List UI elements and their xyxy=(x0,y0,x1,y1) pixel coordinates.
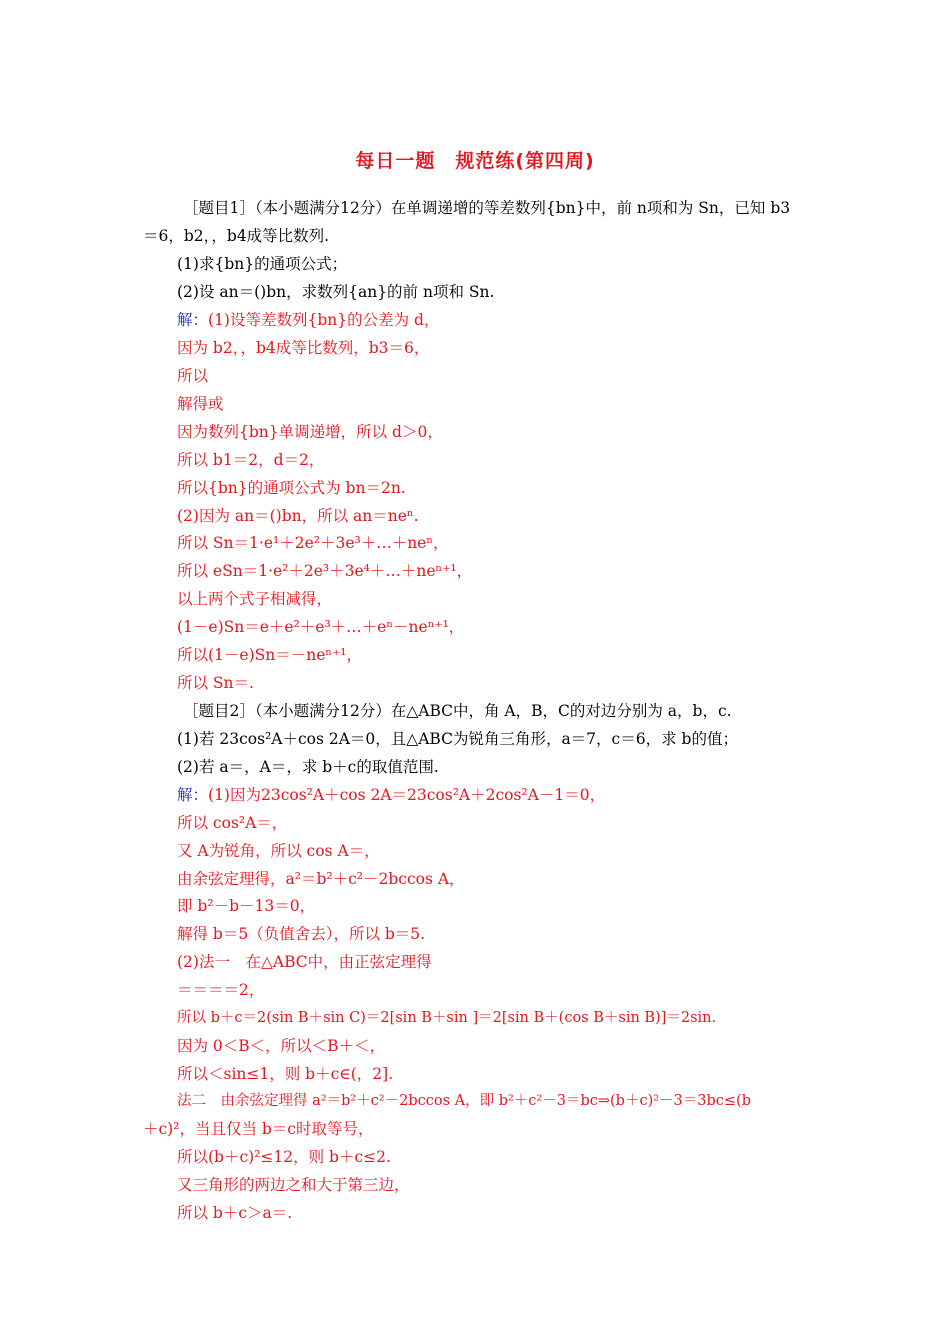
problem2-part1: (1)若 23cos²A＋cos 2A＝0，且△ABC为锐角三角形，a＝7，c＝6，求 b的值； xyxy=(177,730,738,748)
solution-text: 即 b²－b－13＝0， xyxy=(177,897,316,915)
solution-text: 所以 xyxy=(177,367,209,385)
solution-text: 又 A为锐角，所以 cos A＝， xyxy=(177,842,380,860)
solution-text: 因为 b2，，b4成等比数列，b3＝6， xyxy=(177,339,430,357)
solution-label: 解： xyxy=(177,311,209,329)
solution-text: 所以 b＋c＝2(sin B＋sin C)＝2[sin B＋sin ]＝2[sin B＋(cos B＋sin B)]＝2sin. xyxy=(177,1010,717,1026)
problem1-statement-line2: ＝6，b2，，b4成等比数列. xyxy=(143,227,330,245)
solution-text: 所以(1－e)Sn＝－neⁿ⁺¹， xyxy=(177,646,362,664)
problem1-part1: (1)求{bn}的通项公式； xyxy=(177,255,348,273)
solution-text: 法二 由余弦定理得 a²＝b²＋c²－2bccos A，即 b²＋c²－3＝bc⇒(b＋c)²－3＝3bc≤(b xyxy=(177,1093,751,1109)
solution-text: ＝＝＝＝2， xyxy=(177,981,265,999)
solution-label: 解： xyxy=(177,786,209,804)
solution-text: 所以 cos²A＝， xyxy=(177,814,288,832)
solution-text: (1)因为23cos²A＋cos 2A＝23cos²A＋2cos²A－1＝0， xyxy=(208,786,606,804)
solution-text: 因为数列{bn}单调递增，所以 d＞0， xyxy=(177,423,443,441)
solution-text: 所以 Sn＝1·e¹＋2e²＋3e³＋…＋neⁿ， xyxy=(177,534,449,552)
solution-text: 所以 Sn＝. xyxy=(177,674,254,692)
problem2-part2: (2)若 a＝，A＝，求 b＋c的取值范围. xyxy=(177,758,439,776)
solution-text: 因为 0＜B＜，所以＜B＋＜， xyxy=(177,1037,386,1055)
solution-text: (1－e)Sn＝e＋e²＋e³＋…＋eⁿ－neⁿ⁺¹， xyxy=(177,618,465,636)
solution-text: 又三角形的两边之和大于第三边， xyxy=(177,1176,410,1194)
solution-text: ＋c)²，当且仅当 b＝c时取等号， xyxy=(143,1120,374,1138)
problem1-solution-line xyxy=(177,310,439,330)
problem1-part2: (2)设 an＝()bn，求数列{an}的前 n项和 Sn. xyxy=(177,283,495,301)
solution-text: 所以{bn}的通项公式为 bn＝2n. xyxy=(177,479,406,497)
solution-text: 以上两个式子相减得， xyxy=(177,590,333,608)
solution-text: (2)法一 在△ABC中，由正弦定理得 xyxy=(177,953,432,971)
solution-text: (2)因为 an＝()bn，所以 an＝neⁿ. xyxy=(177,507,419,525)
problem2-statement: ［题目2］（本小题满分12分）在△ABC中，角 A，B，C的对边分别为 a，b，c. xyxy=(183,702,732,720)
solution-text: 所以 eSn＝1·e²＋2e³＋3e⁴＋…＋neⁿ⁺¹， xyxy=(177,562,473,580)
solution-text: 所以(b＋c)²≤12，则 b＋c≤2. xyxy=(177,1148,391,1166)
solution-text: 由余弦定理得，a²＝b²＋c²－2bccos A， xyxy=(177,870,465,888)
page-title: 每日一题 规范练(第四周) xyxy=(355,150,595,172)
solution-text: 所以 b＋c＞a＝. xyxy=(177,1204,293,1222)
solution-text: (1)设等差数列{bn}的公差为 d， xyxy=(208,311,440,329)
solution-text: 解得 b＝5（负值舍去），所以 b＝5. xyxy=(177,925,426,943)
problem2-solution-line xyxy=(177,785,605,805)
solution-text: 解得或 xyxy=(177,395,224,413)
problem1-statement-line1: ［题目1］（本小题满分12分）在单调递增的等差数列{bn}中，前 n项和为 Sn，已知 b3 xyxy=(183,199,791,217)
solution-text: 所以 b1＝2，d＝2， xyxy=(177,451,325,469)
solution-text: 所以＜sin≤1，则 b＋c∈(，2]. xyxy=(177,1065,394,1083)
